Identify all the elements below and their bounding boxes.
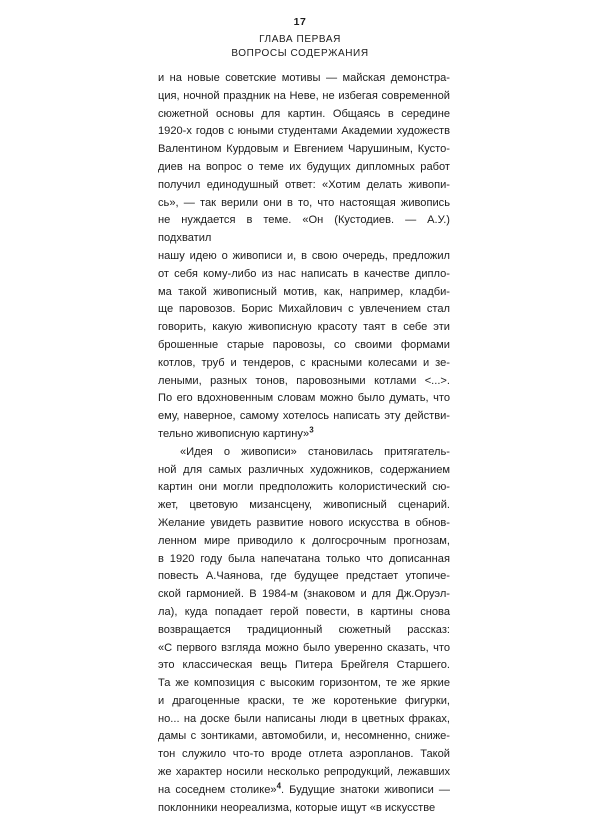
text-line-content: и драгоценные краски, те же коротенькие фигурки, xyxy=(158,694,450,707)
text-line xyxy=(158,195,450,213)
text-line xyxy=(158,444,450,462)
text-line xyxy=(158,70,450,88)
text-line xyxy=(158,800,450,817)
text-line xyxy=(158,462,450,480)
text-line xyxy=(158,497,450,515)
text-line xyxy=(158,515,450,533)
text-line xyxy=(158,533,450,551)
text-line xyxy=(158,640,450,658)
text-line xyxy=(158,782,450,800)
text-line-content: По его вдохновенным словам можно было думать, что xyxy=(158,392,450,405)
text-line-content: и на новые советские мотивы — майская демонстра- xyxy=(158,72,450,84)
text-line xyxy=(158,266,450,284)
text-line xyxy=(158,711,450,729)
text-line-content: «С первого взгляда можно было уверенно сказать, что xyxy=(158,641,450,654)
text-line xyxy=(158,106,450,124)
text-line-content: говорить, какую живописную красоту таят в себе эти xyxy=(158,321,450,334)
text-line-content: в 1920 году была напечатана только что дописанная xyxy=(158,552,450,565)
text-line-content: возвращается традиционный сюжетный рассказ: xyxy=(158,623,450,636)
text-line-content: Желание увидеть развитие нового искусства в обнов- xyxy=(158,516,450,529)
text-line-content: это классическая вещь Питера Брейгеля Старшего. xyxy=(158,659,450,672)
text-line-content: Та же композиция с высоким горизонтом, те же яркие xyxy=(158,677,450,690)
text-line-content: на соседнем столике» xyxy=(158,783,277,796)
text-line-content: тон служило что-то вроде отлета аэропланов. Такой xyxy=(158,748,450,761)
text-line-content: ция, ночной праздник на Неве, не избегая современной xyxy=(158,89,450,102)
text-line xyxy=(158,319,450,337)
text-line-content: нашу идею о живописи и, в свою очередь, предложил xyxy=(158,249,450,262)
text-line xyxy=(158,657,450,675)
text-line xyxy=(158,159,450,177)
text-line-content: 1920-х годов с юными студентами Академии художеств xyxy=(158,125,450,138)
text-line xyxy=(158,141,450,159)
page-number: 17 xyxy=(293,16,307,28)
text-line-content: дамы с зонтиками, автомобили, и, несомненно, сниже- xyxy=(158,730,450,743)
text-line-content: леными, разных тонов, паровозными котлами <...>. xyxy=(158,374,450,387)
text-line-content: ской гармонией. В 1984-м (знаковом и для Дж.Оруэл- xyxy=(158,588,450,601)
text-line xyxy=(158,177,450,195)
text-line xyxy=(158,408,450,426)
text-line xyxy=(158,373,450,391)
text-line xyxy=(158,337,450,355)
text-line xyxy=(158,479,450,497)
text-line xyxy=(158,355,450,373)
text-line-content: но... на доске были написаны люди в цветных фраках, xyxy=(158,712,450,725)
text-line-content: тельно живописную картину» xyxy=(158,427,310,440)
section-title: ВОПРОСЫ СОДЕРЖАНИЯ xyxy=(231,47,369,59)
text-line-content: диев на вопрос о теме их будущих дипломных работ xyxy=(158,160,450,173)
text-line-content: от себя кому-либо из нас написать в качестве дипло- xyxy=(158,267,450,280)
text-line xyxy=(158,764,450,782)
text-line-content: сь», — так верили они в то, что настоящая живопись xyxy=(158,196,450,209)
text-line xyxy=(158,390,450,408)
footnote-marker[interactable]: 3 xyxy=(309,425,314,435)
text-line xyxy=(158,746,450,764)
text-line xyxy=(158,728,450,746)
text-line xyxy=(158,426,450,444)
text-line-content: «Идея о живописи» становилась притягатель- xyxy=(180,445,450,458)
text-line xyxy=(158,301,450,319)
text-line-continuation: . Будущие знатоки живописи — xyxy=(281,783,450,796)
text-line xyxy=(158,248,450,266)
text-line-content: картин они могли предположить колористический сю- xyxy=(158,481,450,494)
text-line-content: котлов, труб и тендеров, с красными колесами и зе- xyxy=(158,356,450,369)
text-line-content: поклонники неореализма, которые ищут «в искусстве xyxy=(158,801,436,814)
text-line-content: повесть А.Чаянова, где будущее предстает утопиче- xyxy=(158,570,450,583)
text-line xyxy=(158,551,450,569)
text-line xyxy=(158,212,450,248)
text-line-content: ему, наверное, самому хотелось написать эту действи- xyxy=(158,410,450,423)
text-line-content: ма такой живописный мотив, как, например, кладби- xyxy=(158,285,450,298)
text-line xyxy=(158,88,450,106)
body-text xyxy=(158,70,450,817)
text-line-content: не нуждается в теме. «Он (Кустодиев. — А.У.) подхватил xyxy=(158,214,450,245)
text-line xyxy=(158,693,450,711)
text-line-content: ла), куда попадает герой повести, в картины снова xyxy=(158,605,450,618)
text-line-content: ще паровозов. Борис Михайлович с увлечением стал xyxy=(158,303,450,316)
text-line xyxy=(158,586,450,604)
text-line-content: брошенные старые паровозы, со своими формами xyxy=(158,338,450,351)
text-line-content: же характер носили несколько репродукций, лежавших xyxy=(158,766,450,779)
text-line-content: ленном мире приводило к долгосрочным прогнозам, xyxy=(158,534,450,547)
text-line-content: сюжетной основы для картин. Общаясь в середине xyxy=(158,107,450,120)
text-line xyxy=(158,622,450,640)
text-line-content: ной для самых различных художников, содержанием xyxy=(158,463,450,476)
chapter-title: ГЛАВА ПЕРВАЯ xyxy=(259,34,341,45)
footnote-marker[interactable]: 4 xyxy=(276,781,282,791)
text-line-content: получил единодушный ответ: «Хотим делать живопи- xyxy=(158,178,450,191)
text-line xyxy=(158,675,450,693)
text-line xyxy=(158,568,450,586)
text-line-content: Валентином Курдовым и Евгением Чарушиным, Кусто- xyxy=(158,143,450,156)
text-line xyxy=(158,604,450,622)
text-line xyxy=(158,123,450,141)
text-line-content: жет, цветовую мизансцену, живописный сценарий. xyxy=(158,499,450,512)
text-line xyxy=(158,284,450,302)
running-head xyxy=(0,33,600,60)
